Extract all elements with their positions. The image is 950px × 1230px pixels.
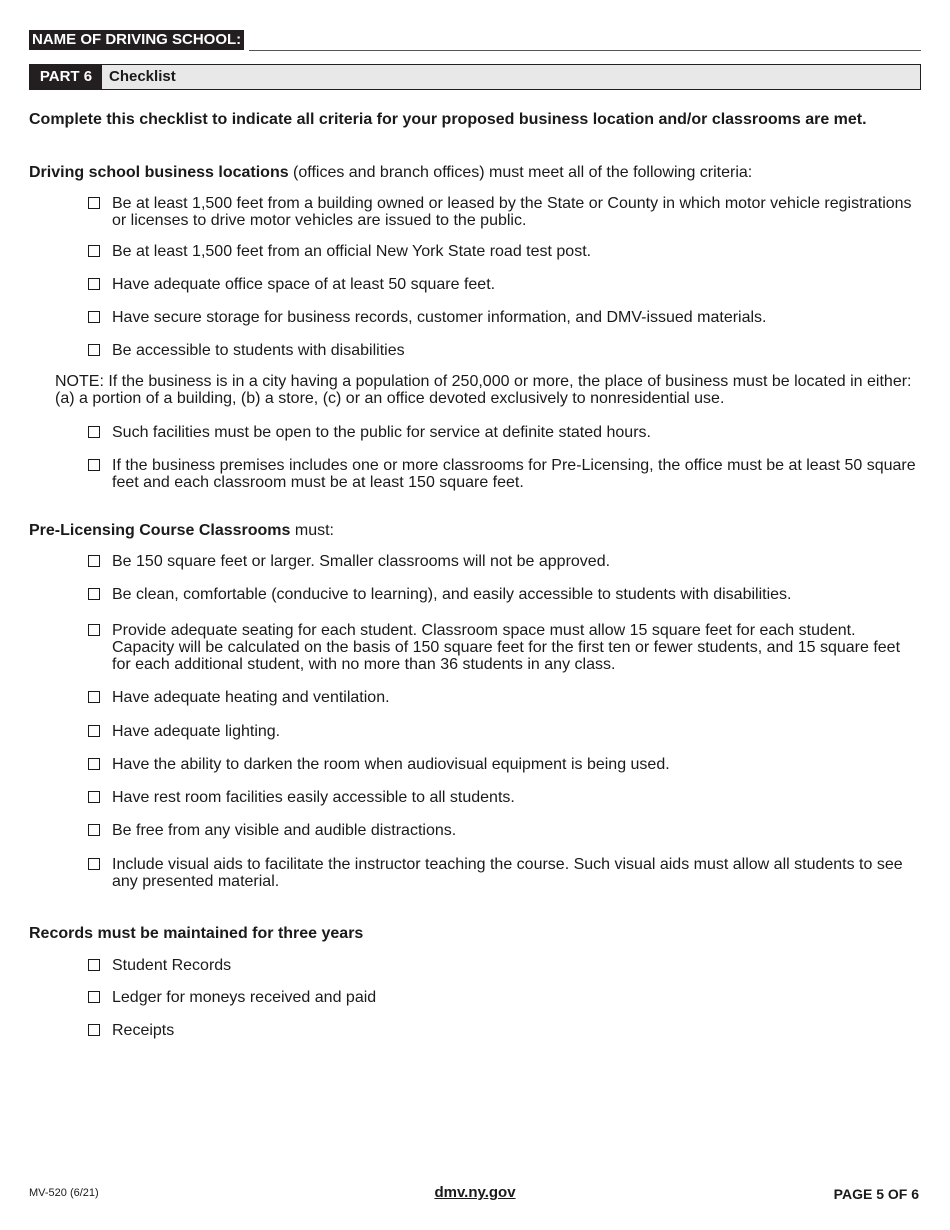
checklist-item — [88, 276, 920, 293]
checkbox[interactable] — [88, 691, 100, 703]
checkbox[interactable] — [88, 991, 100, 1003]
checklist-item — [88, 689, 920, 706]
checklist-item — [88, 622, 920, 673]
checkbox[interactable] — [88, 791, 100, 803]
page-number: PAGE 5 OF 6 — [833, 1186, 919, 1202]
checklist-item — [88, 856, 920, 890]
checklist-item-text: Have rest room facilities easily accessible to all students. — [112, 789, 515, 806]
checklist-item — [88, 1022, 920, 1039]
checklist-item — [88, 723, 920, 740]
checklist-item — [88, 424, 920, 441]
intro-instruction: Complete this checklist to indicate all criteria for your proposed business location and/or classrooms are met. — [29, 111, 867, 128]
checkbox[interactable] — [88, 311, 100, 323]
checklist-item — [88, 457, 920, 491]
school-name-field[interactable] — [249, 30, 921, 51]
heading-rest: (offices and branch offices) must meet all of the following criteria: — [288, 164, 753, 181]
checklist-item — [88, 957, 920, 974]
checklist-item-text: Be at least 1,500 feet from a building owned or leased by the State or County in which motor vehicle registrations or licenses to drive motor vehicles are issued to the public. — [112, 195, 912, 229]
heading-bold: Pre-Licensing Course Classrooms — [29, 522, 291, 539]
business-locations-heading — [29, 164, 752, 182]
checkbox[interactable] — [88, 245, 100, 257]
checklist-item-text: Have adequate lighting. — [112, 723, 281, 740]
checklist-item — [88, 553, 920, 570]
part-number: PART 6 — [30, 65, 102, 89]
checklist-item — [88, 586, 920, 603]
checklist-item — [88, 756, 920, 773]
school-name-row — [29, 30, 921, 51]
checklist-item — [88, 822, 920, 839]
heading-bold: Driving school business locations — [29, 164, 289, 181]
checklist-item-text: Student Records — [112, 957, 232, 974]
checklist-item-text: If the business premises includes one or more classrooms for Pre-Licensing, the office must be at least 50 square feet and each classroom must be at least 150 square feet. — [112, 457, 916, 491]
checklist-item — [88, 195, 920, 229]
part-header-bar — [29, 64, 921, 90]
checklist-item-text: Such facilities must be open to the public for service at definite stated hours. — [112, 424, 651, 441]
checkbox[interactable] — [88, 555, 100, 567]
checklist-item-text: Include visual aids to facilitate the instructor teaching the course. Such visual aids must allow all students to see any presented material. — [112, 856, 903, 890]
school-name-label: NAME OF DRIVING SCHOOL: — [29, 30, 244, 50]
checklist-item-text: Have secure storage for business records, customer information, and DMV-issued materials. — [112, 309, 767, 326]
checkbox[interactable] — [88, 426, 100, 438]
checklist-item — [88, 989, 920, 1006]
form-id: MV-520 (6/21) — [29, 1187, 99, 1199]
checklist-item-text: Have the ability to darken the room when audiovisual equipment is being used. — [112, 756, 670, 773]
checkbox[interactable] — [88, 959, 100, 971]
checkbox[interactable] — [88, 344, 100, 356]
checklist-item-text: Ledger for moneys received and paid — [112, 989, 377, 1006]
heading-rest: must: — [290, 522, 334, 539]
checklist-item-text: Provide adequate seating for each student. Classroom space must allow 15 square feet for each student. Capacity will be calculated on the basis of 150 square feet for the first ten or fewer students, and 15 square feet for each additional student, with no more than 36 students in any class. — [112, 622, 901, 673]
checkbox[interactable] — [88, 278, 100, 290]
checkbox[interactable] — [88, 824, 100, 836]
checklist-item-text: Be 150 square feet or larger. Smaller classrooms will not be approved. — [112, 553, 611, 570]
records-heading: Records must be maintained for three years — [29, 925, 364, 942]
checkbox[interactable] — [88, 624, 100, 636]
part-title: Checklist — [109, 68, 176, 85]
checklist-item — [88, 342, 920, 359]
checklist-item-text: Be at least 1,500 feet from an official New York State road test post. — [112, 243, 592, 260]
checklist-item — [88, 309, 920, 326]
checklist-item-text: Have adequate heating and ventilation. — [112, 689, 390, 706]
checklist-item-text: Receipts — [112, 1022, 175, 1039]
website-link[interactable]: dmv.ny.gov — [434, 1184, 516, 1201]
checkbox[interactable] — [88, 459, 100, 471]
checkbox[interactable] — [88, 725, 100, 737]
checkbox[interactable] — [88, 1024, 100, 1036]
checklist-item-text: Have adequate office space of at least 50 square feet. — [112, 276, 496, 293]
population-note: NOTE: If the business is in a city having a population of 250,000 or more, the place of business must be located in either: (a) a portion of a building, (b) a store, (c) or an office devoted exclusively to nonresidential use. — [55, 373, 912, 407]
checkbox[interactable] — [88, 197, 100, 209]
checklist-item-text: Be free from any visible and audible distractions. — [112, 822, 457, 839]
checklist-item-text: Be clean, comfortable (conducive to learning), and easily accessible to students with disabilities. — [112, 586, 792, 603]
checkbox[interactable] — [88, 588, 100, 600]
checkbox[interactable] — [88, 858, 100, 870]
checklist-item-text: Be accessible to students with disabilities — [112, 342, 405, 359]
checklist-item — [88, 243, 920, 260]
checklist-item — [88, 789, 920, 806]
classrooms-heading — [29, 522, 334, 540]
checkbox[interactable] — [88, 758, 100, 770]
